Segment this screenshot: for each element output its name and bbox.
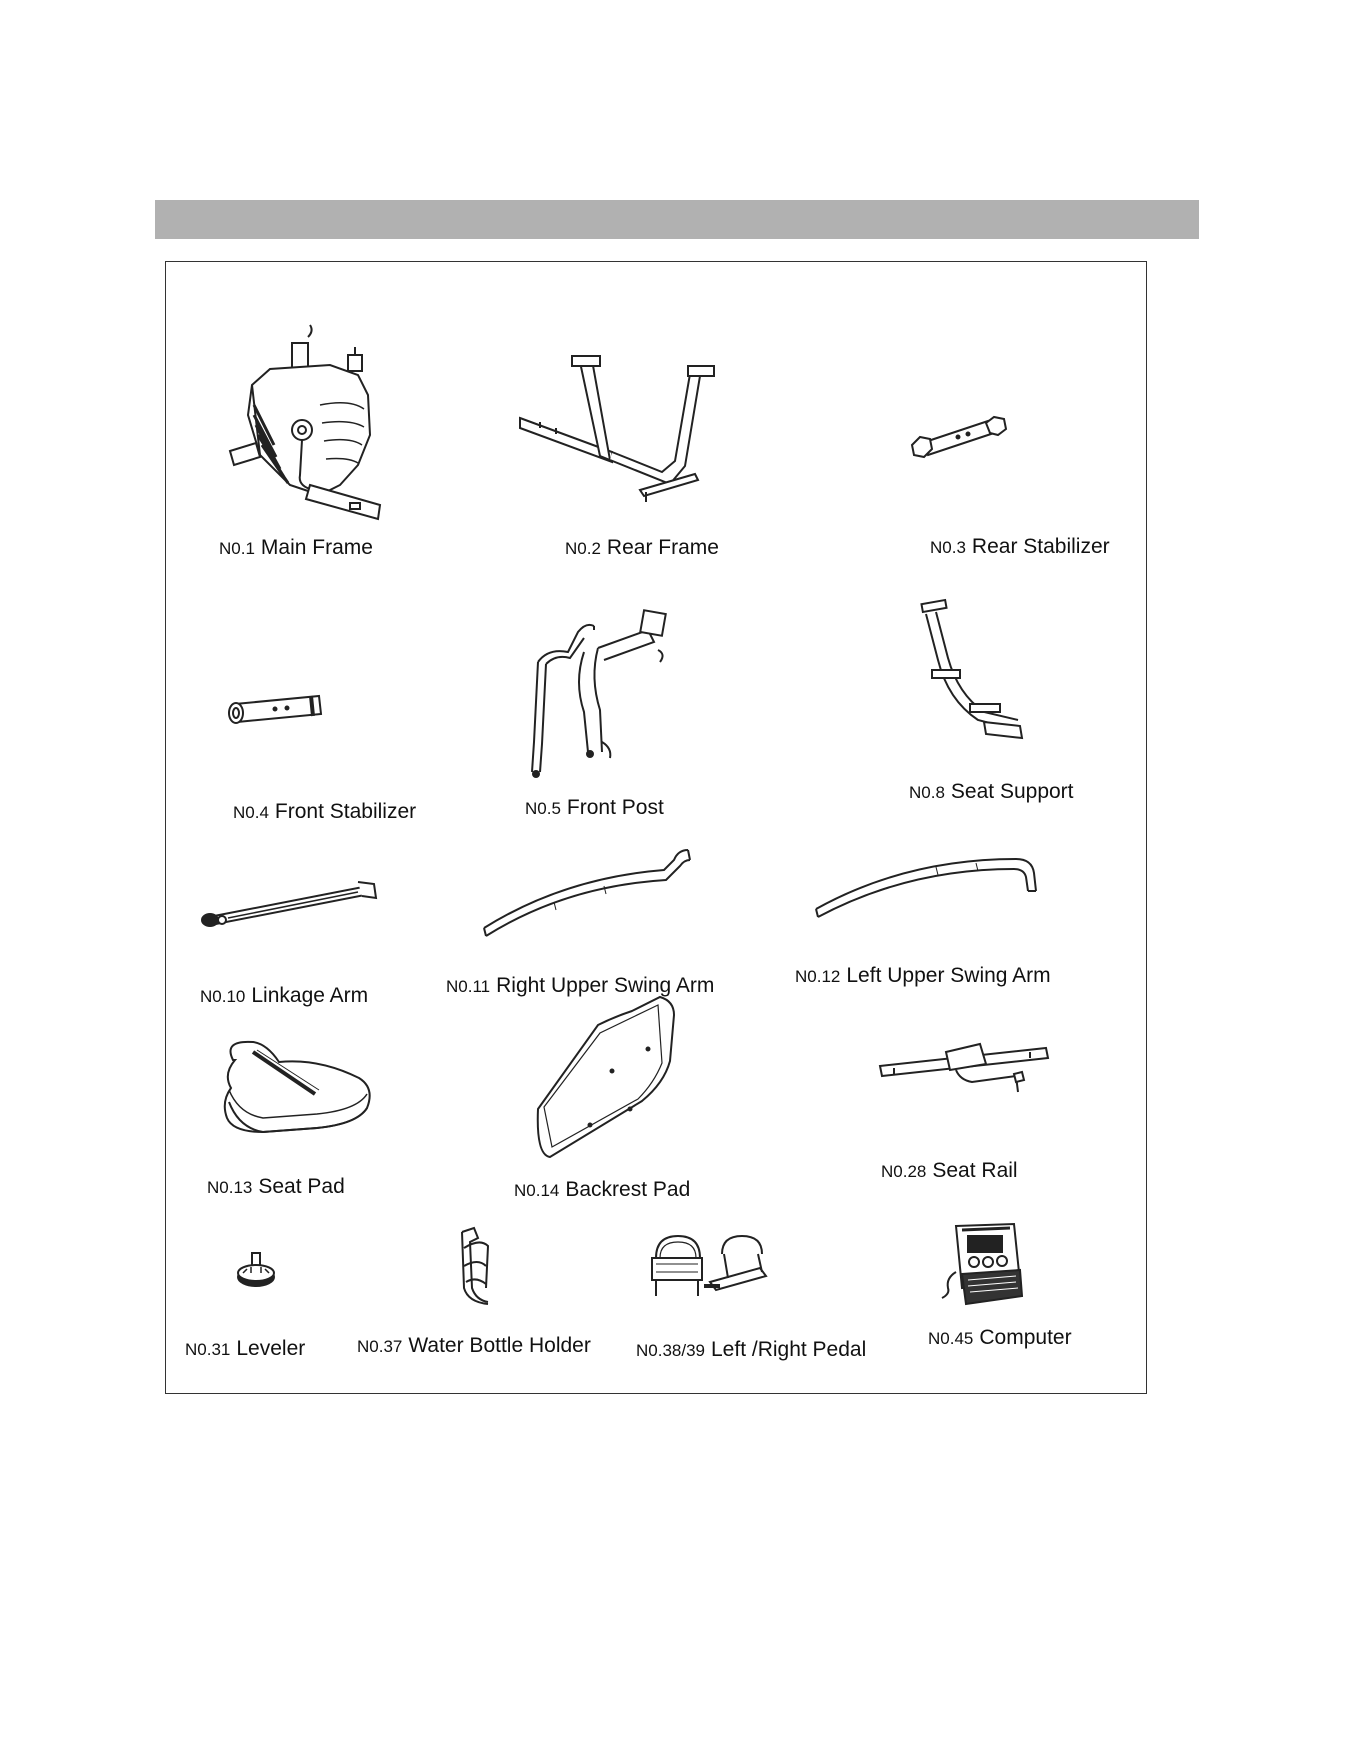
part-number: N0.31 [185, 1340, 231, 1359]
part-name: Seat Rail [932, 1159, 1018, 1182]
parts-list-frame [165, 261, 1147, 1394]
part-number: N0.11 [446, 977, 491, 996]
part-number: N0.2 [565, 539, 601, 558]
part-name: Left /Right Pedal [711, 1338, 867, 1361]
section-header-bar [155, 200, 1199, 239]
part-number: N0.13 [207, 1178, 253, 1197]
part-number: N0.8 [909, 783, 945, 802]
part-name: Linkage Arm [251, 984, 369, 1007]
part-name: Front Stabilizer [274, 800, 417, 823]
part-name: Front Post [566, 796, 664, 819]
part-number: N0.12 [795, 967, 841, 986]
part-number: N0.10 [200, 987, 246, 1006]
part-number: N0.1 [219, 539, 255, 558]
part-number: N0.37 [357, 1337, 403, 1356]
part-name: Seat Pad [258, 1175, 345, 1198]
part-name: Rear Frame [606, 536, 719, 559]
part-name: Left Upper Swing Arm [846, 964, 1051, 987]
part-name: Water Bottle Holder [408, 1334, 591, 1357]
part-number: N0.38/39 [636, 1341, 705, 1360]
part-name: Backrest Pad [565, 1178, 691, 1201]
part-name: Seat Support [950, 780, 1074, 803]
part-number: N0.5 [525, 799, 561, 818]
part-name: Right Upper Swing Arm [496, 974, 715, 997]
part-number: N0.45 [928, 1329, 974, 1348]
part-name: Computer [979, 1326, 1072, 1349]
part-name: Main Frame [260, 536, 373, 559]
part-number: N0.14 [514, 1181, 560, 1200]
part-number: N0.28 [881, 1162, 927, 1181]
part-number: N0.4 [233, 803, 269, 822]
part-name: Leveler [236, 1337, 306, 1360]
part-number: N0.3 [930, 538, 966, 557]
part-name: Rear Stabilizer [971, 535, 1110, 558]
